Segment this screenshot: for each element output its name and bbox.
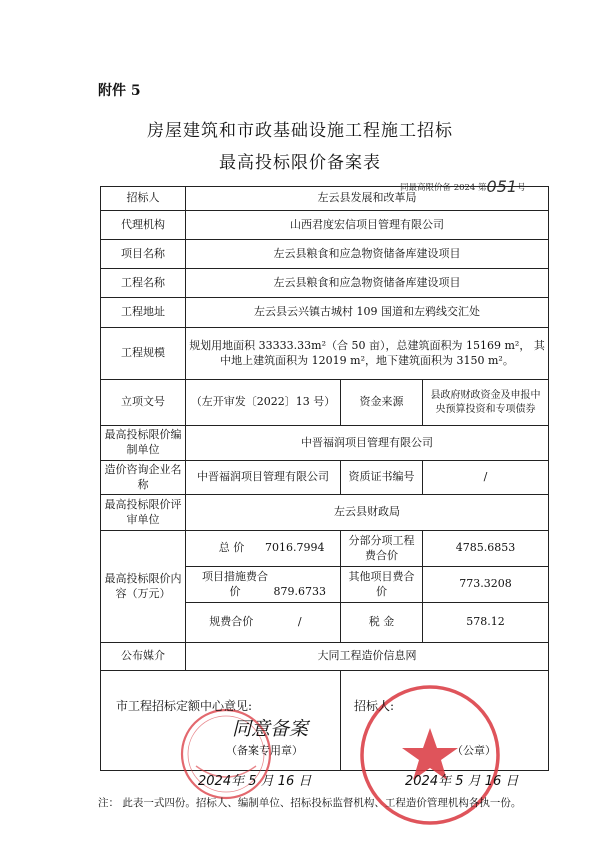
compiler-label: 最高投标限价编制单位	[101, 426, 186, 461]
project-value: 左云县粮食和应急物资储备库建设项目	[186, 240, 549, 269]
table-row	[101, 269, 549, 298]
work-label: 工程名称	[101, 269, 186, 298]
table-row	[101, 240, 549, 269]
table-row	[101, 495, 549, 531]
filing-seal-label: （备案专用章）	[226, 744, 303, 757]
page-title-line2: 最高投标限价备案表	[219, 153, 381, 173]
table-row	[101, 461, 549, 495]
fee-value: /	[297, 615, 302, 629]
fee-cell	[186, 603, 341, 643]
work-value: 左云县粮食和应急物资储备库建设项目	[186, 269, 549, 298]
compiler-value: 中晋福润项目管理有限公司	[186, 426, 549, 461]
tenderer-seal-label: （公章）	[452, 744, 496, 757]
filing-center-opinion-label: 市工程招标定额中心意见:	[116, 699, 253, 713]
measure-value: 879.6733	[273, 584, 326, 598]
media-label: 公布媒介	[101, 643, 186, 671]
address-value: 左云县云兴镇古城村 109 国道和左鸦线交汇处	[186, 298, 549, 328]
agency-value: 山西君度宏信项目管理有限公司	[186, 211, 549, 240]
reviewer-value: 左云县财政局	[186, 495, 549, 531]
handwritten-approval: 同意备案	[232, 718, 309, 740]
table-row	[101, 380, 549, 426]
doc-no-prefix: 同最高限价备 2024 第	[400, 183, 487, 193]
tax-value: 578.12	[423, 603, 549, 643]
fund-label: 资金来源	[341, 380, 423, 426]
filing-date: 2024年 5 月 16 日	[198, 774, 312, 789]
approval-label: 立项文号	[101, 380, 186, 426]
tax-label: 税 金	[341, 603, 423, 643]
attachment-label: 附件 5	[98, 83, 141, 99]
fee-label: 规费合价	[209, 615, 254, 629]
agency-label: 代理机构	[101, 211, 186, 240]
address-label: 工程地址	[101, 298, 186, 328]
tenderer-date: 2024年 5 月 16 日	[405, 774, 519, 789]
total-label: 总 价	[218, 541, 245, 555]
tenderer-label: 招标人	[101, 187, 186, 211]
scale-label: 工程规模	[101, 328, 186, 380]
doc-no-number: 051	[486, 177, 518, 196]
table-row	[101, 643, 549, 671]
measure-label: 项目措施费合 价	[202, 569, 268, 598]
tenderer-value: 左云县发展和改革局	[186, 187, 549, 211]
consult-value: 中晋福润项目管理有限公司	[186, 461, 341, 495]
table-row	[101, 328, 549, 380]
page-title-line1: 房屋建筑和市政基础设施工程施工招标	[147, 121, 453, 141]
approval-value: （左开审发〔2022〕13 号）	[186, 380, 341, 426]
table-row	[101, 298, 549, 328]
other-value: 773.3208	[423, 567, 549, 603]
fund-value: 县政府财政资金及申报中央预算投资和专项债券	[423, 380, 549, 426]
consult-label: 造价咨询企业名称	[101, 461, 186, 495]
doc-no-suffix: 号	[517, 183, 526, 193]
tenderer-signature-label: 招标人:	[354, 699, 395, 713]
table-row	[101, 426, 549, 461]
scale-value: 规划用地面积 33333.33m²（合 50 亩），总建筑面积为 15169 m²， 其中地上建筑面积为 12019 m²，地下建筑面积为 3150 m²。	[186, 328, 549, 380]
subitem-value: 4785.6853	[423, 531, 549, 567]
other-label: 其他项目费合 价	[341, 567, 423, 603]
cert-label: 资质证书编号	[341, 461, 423, 495]
subitem-label: 分部分项工程费合价	[341, 531, 423, 567]
total-value: 7016.7994	[265, 541, 325, 555]
limit-label: 最高投标限价内容（万元）	[101, 531, 186, 643]
table-row	[101, 531, 549, 567]
media-value: 大同工程造价信息网	[186, 643, 549, 671]
table-row	[101, 211, 549, 240]
project-label: 项目名称	[101, 240, 186, 269]
measure-cell	[186, 567, 341, 603]
reviewer-label: 最高投标限价评审单位	[101, 495, 186, 531]
footnote: 注： 此表一式四份。招标人、编制单位、招标投标监督机构、工程造价管理机构各执一份。	[98, 797, 522, 809]
total-cell	[186, 531, 341, 567]
cert-value: /	[423, 461, 549, 495]
table-row	[101, 187, 549, 211]
